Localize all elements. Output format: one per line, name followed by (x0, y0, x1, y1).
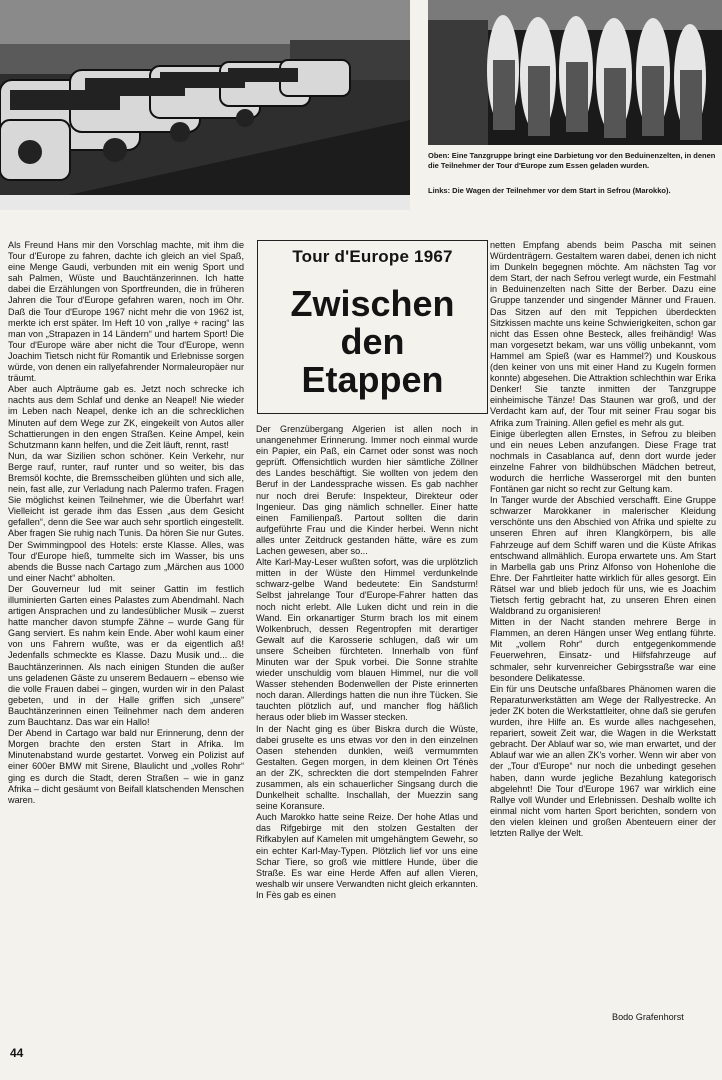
author-signature: Bodo Grafenhorst (612, 1012, 684, 1022)
paragraph: Der Grenzübergang Algerien ist allen noch in unangenehmer Erinnerung. Immer noch einmal wurde ein Papier, ein Paß, ein Carnet oder sonst was noch geprüft. Offensichtlich wurden hier sämtliche Zöllner des Landes beschäftigt. Sie wollten von jedem den Beruf in der Landessprache wissen. Es gab nachher nur noch drei Berufe: Inspekteur, Direkteur oder Ingenieur. Das ging nämlich schneller. Einer hatte einen Familienpaß. Partout sollten die darin aufgeführte Frau und die Kinder herbei. Wenn nicht alles unter Zeitdruck gestanden hätte, wäre es zum Lachen gewesen, aber so... (256, 424, 478, 557)
paragraph: Aber auch Alpträume gab es. Jetzt noch schrecke ich nachts aus dem Schlaf und denke an Neapel! Nie wieder im Leben nach Neapel, denke ich an die schrecklichen Minuten auf dem Wege zur ZK, eingekeilt von Autos aller Schattierungen in den engen Straßen. Keine Ampel, kein Schutzmann kann helfen, und die Zeit läuft, rennt, rast! (8, 384, 244, 450)
paragraph: Auch Marokko hatte seine Reize. Der hohe Atlas und das Rifgebirge mit den stolzen Gestalten der Rifkabylen auf Kamelen mit umgehängtem Gewehr, so ein echter Karl-May-Typen. Plötzlich lief vor uns eine Schar Tiere, so groß wie mittlere Hunde, über die Straße. Es war eine Herde Affen auf allen Vieren, weshalb wir unsere Verwandten nicht gleich erkannten. In Fès gab es einen (256, 812, 478, 900)
headline-box (257, 240, 488, 414)
caption-top: Oben: Eine Tanzgruppe bringt eine Darbietung vor den Beduinenzelten, in denen die Teilnehmer der Tour d'Europe zum Essen geladen wurden. (428, 151, 716, 170)
paragraph: Mitten in der Nacht standen mehrere Berge in Flammen, an deren Hängen unser Weg entlang führte. Mit „vollem Rohr“ durch entgegenkommende Feuerwehren, Einsatz- und Hilfsfahrzeuge auf schmaler, sehr kurvenreicher Gebirgsstraße war eine besondere Delikatesse. (490, 617, 716, 683)
paragraph: Der Abend in Cartago war bald nur Erinnerung, denn der Morgen brachte den ersten Start in Afrika. Im Minutenabstand wurde gestartet. Vorweg ein Polizist auf einer 600er BMW mit Sirene, Blaulicht und „volles Rohr“ ging es durch die Stadt, deren Straßen – wie in ganz Afrika – dicht gesäumt von Beifall klatschenden Menschen waren. (8, 728, 244, 805)
article-column-2 (256, 424, 478, 901)
paragraph: Alte Karl-May-Leser wußten sofort, was die urplötzlich mitten in der Wüste den Himmel verdunkelnde schwarz-gelbe Wand bedeutete: Ein Sandsturm! Selbst jahrelange Tour d'Europe-Fahrer hatten das noch nicht erlebt. Alle Luken dicht und rein in die Wand. Ein orkanartiger Sturm brach los mit einem Wolkenbruch, dessen Regentropfen mit derartiger Gewalt auf die Karosserie schlugen, daß wir um unsere Scheiben fürchteten. Innerhalb von fünf Minuten war der Spuk vorbei. Die Sonne strahlte wieder unschuldig vom blauen Himmel, nur die voll Wasser stehenden Bodenwellen der Piste erinnerten noch daran. Allerdings hatten die nun ihre Tücken. Sie tauchten plötzlich auf, und mancher flog häßlich heraus oder blieb im Wasser stecken. (256, 557, 478, 723)
paragraph: Nun, da war Sizilien schon schöner. Kein Verkehr, nur Berge rauf, runter, rauf runter und so weiter, bis das Bremsöl kochte, die Bremsscheiben glühten und sich alle, nein, fast alle, zur Verladung nach Palermo trafen. Fragen Sie möglichst keinen Teilnehmer, wie die Überfahrt war! Vielleicht ist gerade ihm das Essen „aus dem Gesicht gefallen“, denn die See war auch sehr sportlich eingestellt. Aber fragen Sie ruhig nach Tunis. Da hören Sie nur Gutes. Der Swimmingpool des Hotels: erste Klasse. Alles, was Tour d'Europe hieß, tummelte sich im Wasser, bis uns abends die Busse nach Cartago zum „Märchen aus 1000 und einer Nacht“ abholten. (8, 450, 244, 583)
paragraph: Der Gouverneur lud mit seiner Gattin im festlich illuminierten Garten eines Palastes zum Abendmahl. Nach artigen Ansprachen und zu landesüblicher Musik – zuerst hatte mancher davon stumpfe Zähne – wurde Gang für Gang serviert. Es nahm kein Ende. Aber wohl kaum einer von uns Fahrern wußte, was er da eigentlich aß! Jedenfalls schmeckte es Klasse. Dazu Musik und... die Bauchtänzerinnen. Als nach einigen Stunden die außer uns geladenen Gäste zu unserem Bedauern – ebenso wie die volle Frauen dabei – gingen, wurden wir in den Palast gebeten, und in der Halle griffen sich „unsere“ Bauchtänzerinnen einen Teilnehmer nach dem anderen zum Bauchtanz. Das war ein Hallo! (8, 583, 244, 728)
paragraph: netten Empfang abends beim Pascha mit seinen Würdenträgern. Gestaltem waren dabei, denen ich nicht im Dunkeln begegnen möchte. Am nächsten Tag vor dem Start, der nach Sefrou verlegt wurde, ein Festmahl in Beduinenzelten nach Sitte der Berber. Dazu eine Gruppe tanzender und singender Männer und Frauen. Das Sitzen auf den mit Teppichen überdeckten Sitzkissen machte uns keine Schwierigkeiten, schon gar nicht das Essen ohne Besteck, alles freihändig! Was man vorgesetzt bekam, war uns völlig unbekannt, vom Hammel am Spieß (war es Hammel?) und Kouskous (den keiner von uns mit einer Hand zu Kugeln formen konnte) abgesehen. Die Attraktion schlechthin war Erika Denker! Sie tanzte inmitten der Tanzgruppe einheimische Tänze! Das Staunen war groß, und der Verdacht kam auf, der Tour mit seiner Frau sogar bis Afrika zum Training. Allen gefiel es mehr als gut. (490, 240, 716, 428)
paragraph: Als Freund Hans mir den Vorschlag machte, mit ihm die Tour d'Europe zu fahren, dachte ich gleich an viel Spaß, eine Menge Gaudi, verbunden mit ein wenig Sport und sah Palmen, Wüste und Bauchtänzerinnen. Ich hatte dabei die Erzählungen von Sportfreunden, die in früheren Jahren die Tour d'Europe gefahren waren, noch im Ohr. Daß die Tour d'Europe 1967 nicht mehr die von 1962 ist, merkte ich erst später. Im Heft 10 von „rallye + racing“ las man von „Strapazen in 14 Ländern“ und hartem Sport! Die Tour d'Europe wäre aber nicht die Tour d'Europe, wenn Joachim Tietsch nicht für Romantik und Erlebnisse sorgen würde, von denen ein rallyefahrender Normaleuropäer nur träumt. (8, 240, 244, 384)
paragraph: Einige überlegten allen Ernstes, in Sefrou zu bleiben und ein neues Leben anzufangen. Diese Frage trat nochmals in Casablanca auf, denn dort wurde jeder einzelne Fahrer von bildhübschen Mädchen betreut, wodurch die herrliche Wasserorgel mit den bunten Fontänen gar nicht so recht zur Geltung kam. (490, 428, 716, 495)
cars-photo-illustration (0, 0, 410, 210)
article-headline: Zwischen den Etappen (290, 283, 455, 400)
paragraph: Ein für uns Deutsche unfaßbares Phänomen waren die Reparaturwerkstätten am Wege der Rallyestrecke. An jeder ZK boten die Werkstattleiter, ohne daß sie gerufen wurden, ihre Hilfe an. Es wurde alles nachgesehen, repariert, soweit Zeit war, die Wagen in die Werkstatt gebracht. Der Ablauf war so, wie man erwartet, und der Ablauf war wie an allen ZK's vorher. Wenn wir aber von der „Tour d'Europe“ nur noch die unbedingt gesehen haben, dann wurde jegliche Bezahlung kategorisch abgelehnt! Die Tour d'Europe 1967 war wirklich eine Rallye voll Wunder und Erlebnissen. Deshalb wollte ich einmal nicht vom harten Sport berichten, sondern von den vielen kleinen und großen Abenteuern einer der letzten Rallye der Welt. (490, 683, 716, 838)
dancers-photo-illustration (428, 0, 722, 145)
article-kicker: Tour d'Europe 1967 (292, 247, 453, 266)
photo-dance-group (428, 0, 722, 145)
paragraph: In der Nacht ging es über Biskra durch die Wüste, dabei gruselte es uns etwas vor den in den einzelnen Oasen stehenden dunklen, weiß vermummten Gestalten. Gegen morgen, in dem kleinen Ort Ténès an der ZK, schreckten die dort stempelnden Fahrer zusammen, als ein schauerlicher Singsang durch die Dunkelheit schallte. Inschallah, der Muezzin sang seine Koransure. (256, 723, 478, 812)
caption-bottom: Links: Die Wagen der Teilnehmer vor dem Start in Sefrou (Marokko). (428, 186, 671, 195)
article-column-1 (8, 240, 244, 806)
photo-cars-before-start (0, 0, 410, 210)
paragraph: In Tanger wurde der Abschied verschafft. Eine Gruppe schwarzer Marokkaner in malerischer Kleidung verschönte uns den Abschied von Afrika und spielte zu unseren Ehren auf ihren Klangkörpern, bis alle Fahrzeuge auf dem Schiff waren und die Küste Afrikas entschwand allmählich. Europa erwartete uns. Am Start in Marbella gab uns Prinz Alfonso von Hohenlohe die Ehre. Der Fahrtleiter hatte wirklich für alles gesorgt. Ein Rätsel war und blieb jedoch für uns, wie es Joachim Tietsch fertig gebracht hat, zu unseren Ehren einen Waldbrand zu organisieren! (490, 495, 716, 617)
article-column-3 (490, 240, 716, 839)
page-number: 44 (10, 1046, 24, 1060)
